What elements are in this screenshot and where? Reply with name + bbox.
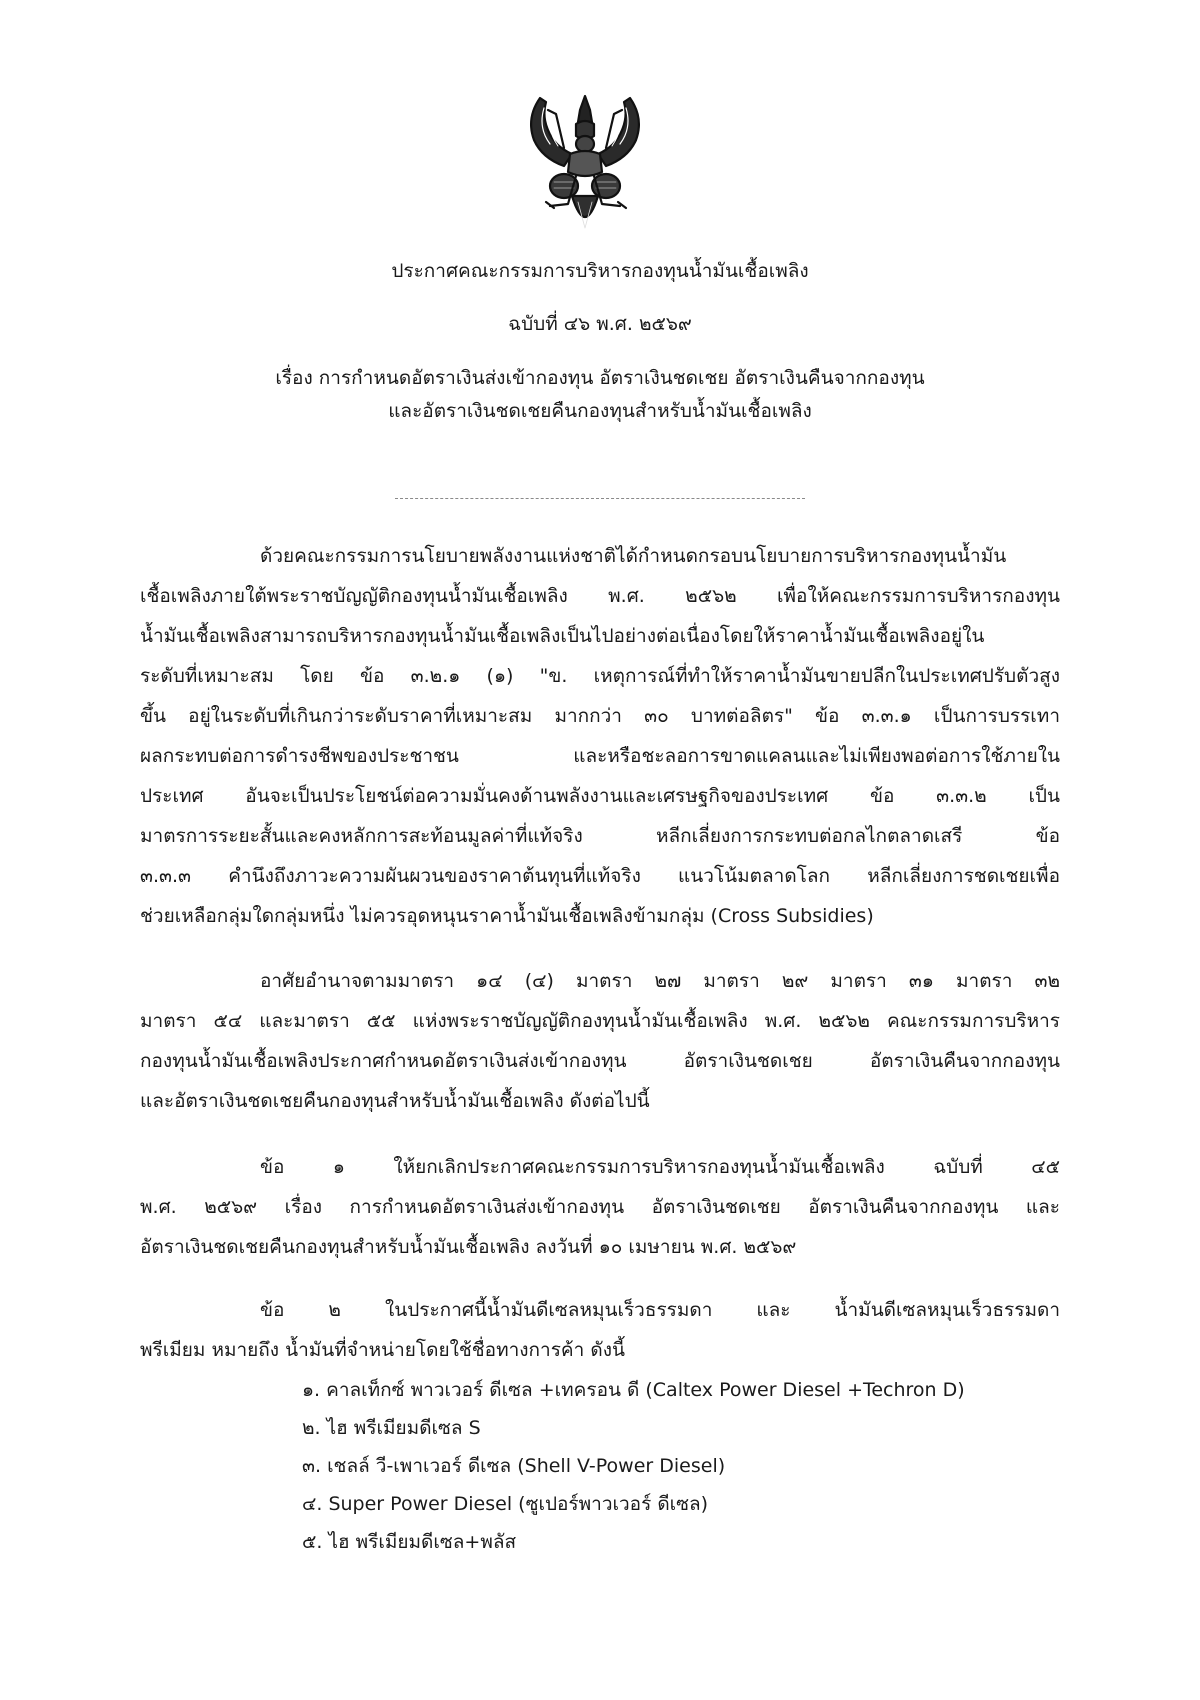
announcement-title: ประกาศคณะกรรมการบริหารกองทุนน้ำมันเชื้อเพลิง bbox=[391, 260, 809, 282]
paragraph-line: และอัตราเงินชดเชยคืนกองทุนสำหรับน้ำมันเชื้อเพลิง ดังต่อไปนี้ bbox=[140, 1090, 650, 1112]
garuda-emblem-icon bbox=[520, 88, 650, 240]
list-item: ๕. ไฮ พรีเมียมดีเซล+พลัส bbox=[302, 1531, 517, 1553]
list-item: ๔. Super Power Diesel (ซูเปอร์พาวเวอร์ ดีเซล) bbox=[302, 1493, 709, 1515]
paragraph-line: ข้อ ๒ ในประกาศนี้น้ำมันดีเซลหมุนเร็วธรรมดา และ น้ำมันดีเซลหมุนเร็วธรรมดา bbox=[260, 1299, 1060, 1321]
paragraph-line: ผลกระทบต่อการดำรงชีพของประชาชน และหรือชะลอการขาดแคลนและไม่เพียงพอต่อการใช้ภายใน bbox=[140, 745, 1060, 767]
paragraph-line: ระดับที่เหมาะสม โดย ข้อ ๓.๒.๑ (๑) "ข. เหตุการณ์ที่ทำให้ราคาน้ำมันขายปลีกในประเทศปรับตัวสูง bbox=[140, 665, 1060, 687]
paragraph-line: ๓.๓.๓ คำนึงถึงภาวะความผันผวนของราคาต้นทุนที่แท้จริง แนวโน้มตลาดโลก หลีกเลี่ยงการชดเชยเพื่อ bbox=[140, 865, 1060, 887]
issue-number: ฉบับที่ ๔๖ พ.ศ. ๒๕๖๙ bbox=[508, 313, 692, 335]
paragraph-line: เชื้อเพลิงภายใต้พระราชบัญญัติกองทุนน้ำมันเชื้อเพลิง พ.ศ. ๒๕๖๒ เพื่อให้คณะกรรมการบริหารกองทุน bbox=[140, 585, 1060, 607]
paragraph-line: กองทุนน้ำมันเชื้อเพลิงประกาศกำหนดอัตราเงินส่งเข้ากองทุน อัตราเงินชดเชย อัตราเงินคืนจากกองทุน bbox=[140, 1050, 1060, 1072]
paragraph-line: ข้อ ๑ ให้ยกเลิกประกาศคณะกรรมการบริหารกองทุนน้ำมันเชื้อเพลิง ฉบับที่ ๔๕ bbox=[260, 1156, 1060, 1178]
subject-line-2: และอัตราเงินชดเชยคืนกองทุนสำหรับน้ำมันเชื้อเพลิง bbox=[388, 400, 812, 422]
paragraph-line: พรีเมียม หมายถึง น้ำมันที่จำหน่ายโดยใช้ชื่อทางการค้า ดังนี้ bbox=[140, 1339, 625, 1361]
list-item: ๑. คาลเท็กซ์ พาวเวอร์ ดีเซล +เทครอน ดี (Caltex Power Diesel +Techron D) bbox=[302, 1379, 965, 1401]
paragraph-line: มาตรา ๕๔ และมาตรา ๕๕ แห่งพระราชบัญญัติกองทุนน้ำมันเชื้อเพลิง พ.ศ. ๒๕๖๒ คณะกรรมการบริหาร bbox=[140, 1010, 1060, 1032]
list-item: ๓. เชลล์ วี-เพาเวอร์ ดีเซล (Shell V-Power Diesel) bbox=[302, 1455, 726, 1477]
paragraph-line: อาศัยอำนาจตามมาตรา ๑๔ (๔) มาตรา ๒๗ มาตรา ๒๙ มาตรา ๓๑ มาตรา ๓๒ bbox=[260, 970, 1060, 992]
subject-line-1: เรื่อง การกำหนดอัตราเงินส่งเข้ากองทุน อัตราเงินชดเชย อัตราเงินคืนจากกองทุน bbox=[275, 367, 925, 389]
list-item: ๒. ไฮ พรีเมียมดีเซล S bbox=[302, 1417, 481, 1439]
paragraph-line: ขึ้น อยู่ในระดับที่เกินกว่าระดับราคาที่เหมาะสม มากกว่า ๓๐ บาทต่อลิตร" ข้อ ๓.๓.๑ เป็นการบรรเทา bbox=[140, 705, 1060, 727]
paragraph-line: ด้วยคณะกรรมการนโยบายพลังงานแห่งชาติได้กำหนดกรอบนโยบายการบริหารกองทุนน้ำมัน bbox=[260, 545, 1007, 567]
paragraph-line: พ.ศ. ๒๕๖๙ เรื่อง การกำหนดอัตราเงินส่งเข้ากองทุน อัตราเงินชดเชย อัตราเงินคืนจากกองทุน และ bbox=[140, 1196, 1060, 1218]
header-separator bbox=[395, 498, 805, 499]
paragraph-line: มาตรการระยะสั้นและคงหลักการสะท้อนมูลค่าที่แท้จริง หลีกเลี่ยงการกระทบต่อกลไกตลาดเสรี ข้อ bbox=[140, 825, 1060, 847]
paragraph-line: อัตราเงินชดเชยคืนกองทุนสำหรับน้ำมันเชื้อเพลิง ลงวันที่ ๑๐ เมษายน พ.ศ. ๒๕๖๙ bbox=[140, 1236, 797, 1258]
paragraph-line: ประเทศ อันจะเป็นประโยชน์ต่อความมั่นคงด้านพลังงานและเศรษฐกิจของประเทศ ข้อ ๓.๓.๒ เป็น bbox=[140, 785, 1060, 807]
paragraph-line: น้ำมันเชื้อเพลิงสามารถบริหารกองทุนน้ำมันเชื้อเพลิงเป็นไปอย่างต่อเนื่องโดยให้ราคาน้ำมันเชื้อเพลิงอยู่ใน bbox=[140, 625, 985, 647]
paragraph-line: ช่วยเหลือกลุ่มใดกลุ่มหนึ่ง ไม่ควรอุดหนุนราคาน้ำมันเชื้อเพลิงข้ามกลุ่ม (Cross Subsidies) bbox=[140, 905, 874, 927]
